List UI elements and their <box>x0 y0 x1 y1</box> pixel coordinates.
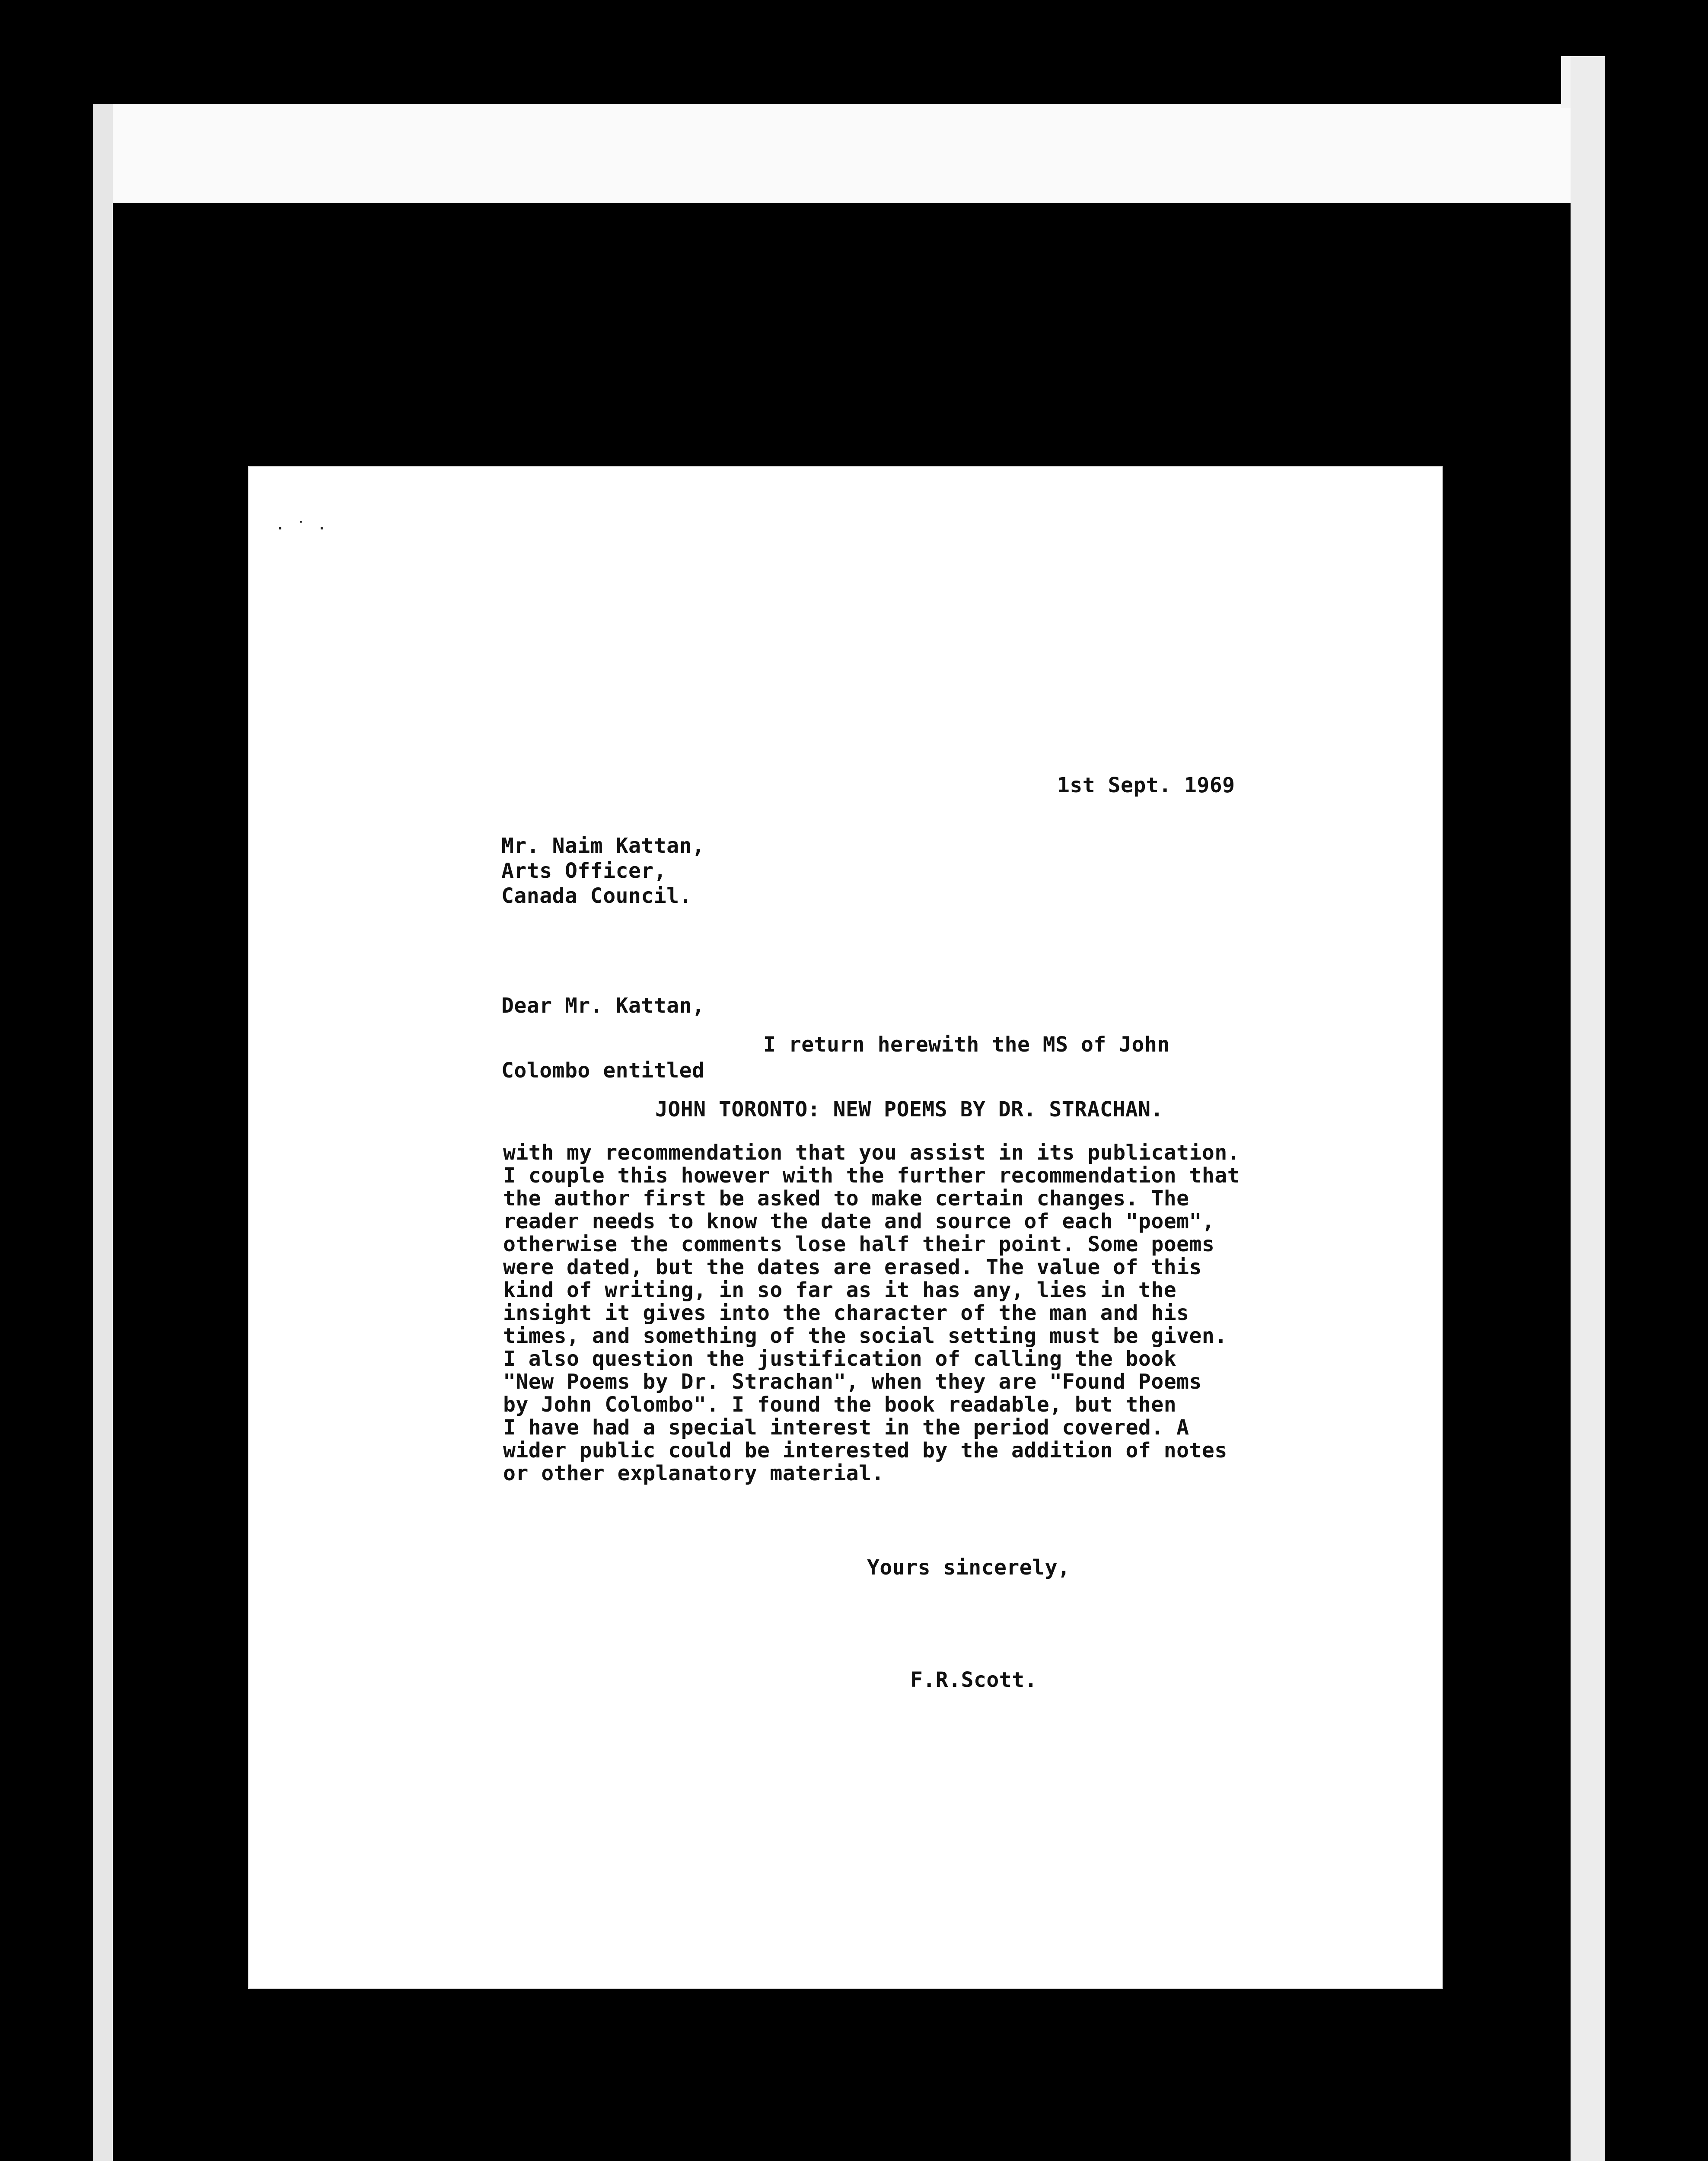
intro-line-2: Colombo entitled <box>501 1058 705 1083</box>
paper-specks: · ˙ · <box>275 519 327 539</box>
letter-date: 1st Sept. 1969 <box>1057 773 1235 797</box>
recipient-name: Mr. Naim Kattan, <box>501 834 705 858</box>
body-line: wider public could be interested by the addition of notes <box>503 1438 1227 1463</box>
body-line: kind of writing, in so far as it has any, lies in the <box>503 1278 1177 1302</box>
body-line: insight it gives into the character of the man and his <box>503 1301 1189 1325</box>
body-line: were dated, but the dates are erased. The value of this <box>503 1255 1202 1279</box>
film-frame-left-edge <box>93 104 113 2161</box>
body-line: reader needs to know the date and source of each "poem", <box>503 1209 1215 1233</box>
recipient-org: Canada Council. <box>501 884 692 908</box>
body-line: I have had a special interest in the period covered. A <box>503 1415 1189 1440</box>
body-line: the author first be asked to make certain changes. The <box>503 1186 1189 1211</box>
body-line: with my recommendation that you assist in its publication. <box>503 1141 1240 1165</box>
body-line: times, and something of the social setting must be given. <box>503 1324 1227 1348</box>
body-line: "New Poems by Dr. Strachan", when they are "Found Poems <box>503 1370 1202 1394</box>
letter-closing: Yours sincerely, <box>867 1555 1071 1580</box>
film-frame-right-edge <box>1571 56 1605 2161</box>
body-line: or other explanatory material. <box>503 1461 884 1485</box>
recipient-title: Arts Officer, <box>501 859 667 883</box>
body-line: by John Colombo". I found the book readable, but then <box>503 1393 1177 1417</box>
body-line: I also question the justification of calling the book <box>503 1347 1177 1371</box>
salutation: Dear Mr. Kattan, <box>501 994 705 1018</box>
letter-page <box>249 467 1442 1988</box>
intro-line-1: I return herewith the MS of John <box>763 1033 1170 1057</box>
film-frame-top <box>95 104 1599 203</box>
book-title: JOHN TORONTO: NEW POEMS BY DR. STRACHAN. <box>655 1097 1163 1122</box>
body-line: I couple this however with the further recommendation that <box>503 1163 1240 1188</box>
letter-signature: F.R.Scott. <box>910 1668 1037 1692</box>
body-line: otherwise the comments lose half their point. Some poems <box>503 1232 1215 1256</box>
